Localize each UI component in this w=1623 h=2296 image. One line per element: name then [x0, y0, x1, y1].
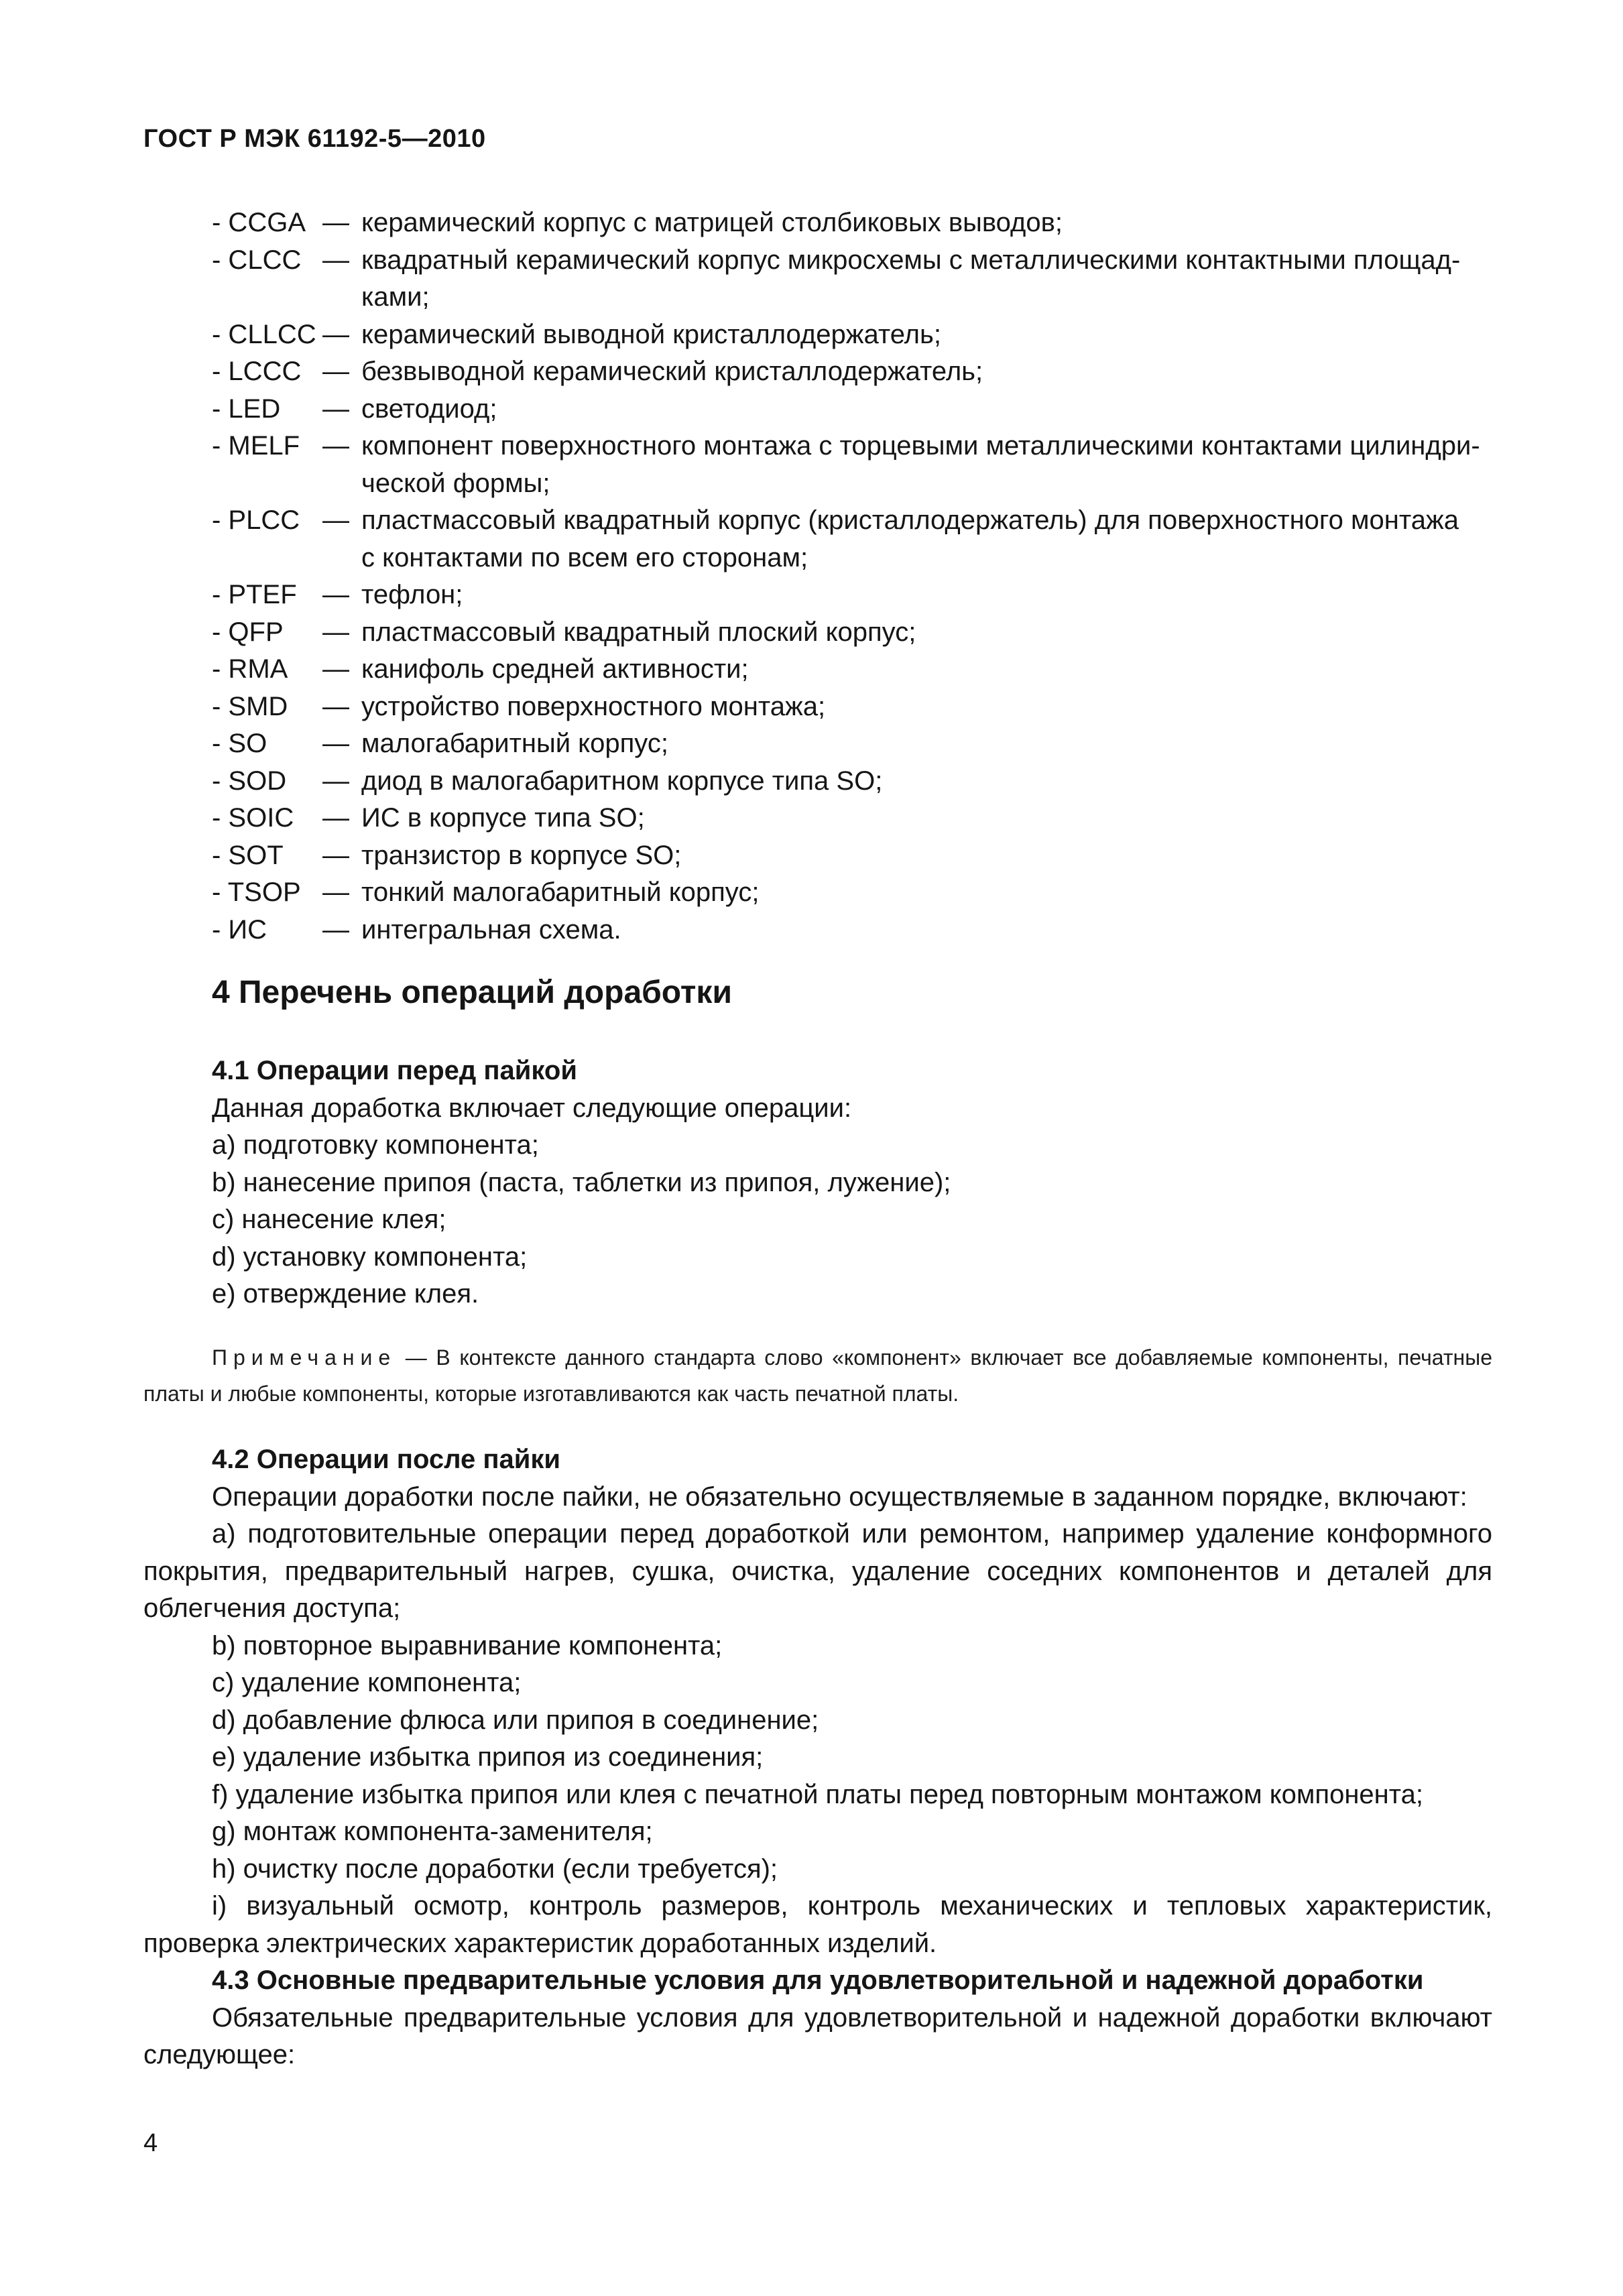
abbreviation-code: - QFP	[212, 617, 284, 647]
note-label: Примечание	[212, 1345, 397, 1370]
section-4-3-intro: Обязательные предварительные условия для удовлетворительной и надежной доработки включают следующее:	[143, 2002, 1492, 2069]
abbreviation-dash: —	[322, 245, 349, 275]
abbreviation-row	[212, 800, 1492, 837]
abbreviation-definition-continuation: ками;	[361, 282, 430, 312]
abbreviation-row	[212, 912, 1492, 949]
abbreviation-definition	[361, 353, 1492, 391]
abbreviation-definition	[361, 763, 1492, 800]
abbreviation-definition	[361, 651, 1492, 688]
abbreviation-dash: —	[322, 729, 349, 758]
abbreviation-row	[212, 391, 1492, 428]
abbreviation-code: - CCGA	[212, 208, 306, 237]
abbreviation-dash: —	[322, 394, 349, 424]
abbreviation-definition-line: устройство поверхностного монтажа;	[361, 691, 826, 721]
list-item: e) удаление избытка припоя из соединения;	[212, 1742, 764, 1772]
list-item: g) монтаж компонента-заменителя;	[212, 1817, 653, 1846]
abbreviation-code: - SO	[212, 729, 267, 758]
abbreviation-row	[212, 316, 1492, 354]
list-item: e) отверждение клея.	[212, 1279, 479, 1309]
section-4-1-title: 4.1 Операции перед пайкой	[212, 1056, 577, 1085]
abbreviation-definition-line: тефлон;	[361, 580, 463, 609]
abbreviation-dash: —	[322, 208, 349, 237]
abbreviation-definition	[361, 688, 1492, 726]
abbreviation-dash: —	[322, 766, 349, 796]
abbreviation-definition	[361, 912, 1492, 949]
abbreviation-row	[212, 763, 1492, 800]
list-item: i) визуальный осмотр, контроль размеров, контроль механических и тепловых характеристик, проверка электрических характеристик доработанных изделий.	[143, 1891, 1492, 1958]
abbreviation-definition-line: пластмассовый квадратный корпус (кристаллодержатель) для поверхностного монтажа	[361, 505, 1459, 535]
abbreviation-row	[212, 353, 1492, 391]
abbreviation-definition	[361, 837, 1492, 875]
page-number: 4	[143, 2129, 158, 2157]
abbreviation-row	[212, 725, 1492, 763]
section-4-1	[143, 1052, 1492, 1313]
section-4-2	[143, 1441, 1492, 2074]
abbreviation-dash: —	[322, 803, 349, 833]
abbreviation-code: - PLCC	[212, 505, 300, 535]
abbreviation-list	[212, 204, 1492, 949]
abbreviation-code: - SOT	[212, 840, 284, 870]
abbreviation-code: - CLLCC	[212, 319, 316, 349]
abbreviation-definition-line: тонкий малогабаритный корпус;	[361, 878, 760, 907]
abbreviation-definition	[361, 725, 1492, 763]
abbreviation-row	[212, 651, 1492, 688]
abbreviation-code: - CLCC	[212, 245, 302, 275]
abbreviation-dash: —	[322, 580, 349, 609]
abbreviation-row	[212, 577, 1492, 614]
list-item: h) очистку после доработки (если требуется);	[212, 1854, 778, 1884]
abbreviation-dash: —	[322, 357, 349, 386]
list-item: f) удаление избытка припоя или клея с печатной платы перед повторным монтажом компонента;	[212, 1779, 1423, 1809]
abbreviation-definition-line: керамический корпус с матрицей столбиковых выводов;	[361, 208, 1063, 237]
abbreviation-code: - MELF	[212, 431, 300, 461]
list-item: c) нанесение клея;	[212, 1205, 446, 1234]
abbreviation-code: - RMA	[212, 654, 288, 684]
abbreviation-definition	[361, 800, 1492, 837]
list-item: a) подготовку компонента;	[212, 1130, 539, 1160]
abbreviation-definition	[361, 874, 1492, 912]
abbreviation-dash: —	[322, 617, 349, 647]
list-item: c) удаление компонента;	[212, 1668, 522, 1697]
list-item: d) установку компонента;	[212, 1242, 528, 1272]
abbreviation-code: - SMD	[212, 691, 288, 721]
abbreviation-definition	[361, 502, 1492, 577]
abbreviation-definition-line: малогабаритный корпус;	[361, 729, 668, 758]
list-item: b) повторное выравнивание компонента;	[212, 1630, 723, 1660]
abbreviation-code: - SOD	[212, 766, 287, 796]
abbreviation-definition-line: канифоль средней активности;	[361, 654, 749, 684]
section-4-3-title: 4.3 Основные предварительные условия для удовлетворительной и надежной доработки	[212, 1966, 1424, 1995]
abbreviation-definition-line: транзистор в корпусе SO;	[361, 840, 682, 870]
abbreviation-definition-line: светодиод;	[361, 394, 497, 424]
abbreviation-row	[212, 502, 1492, 577]
abbreviation-definition	[361, 316, 1492, 354]
abbreviation-code: - PTEF	[212, 580, 297, 609]
abbreviation-row	[212, 837, 1492, 875]
abbreviation-row	[212, 688, 1492, 726]
section-4-2-intro: Операции доработки после пайки, не обязательно осуществляемые в заданном порядке, включают:	[212, 1482, 1467, 1512]
abbreviation-dash: —	[322, 691, 349, 721]
abbreviation-definition-continuation: с контактами по всем его сторонам;	[361, 542, 808, 572]
abbreviation-definition-line: диод в малогабаритном корпусе типа SO;	[361, 766, 883, 796]
abbreviation-definition	[361, 204, 1492, 242]
list-item: a) подготовительные операции перед доработкой или ремонтом, например удаление конформного покрытия, предварительный нагрев, сушка, очистка, удаление соседних компонентов и деталей для облегчения доступа;	[143, 1519, 1492, 1623]
abbreviation-dash: —	[322, 431, 349, 461]
abbreviation-definition-line: интегральная схема.	[361, 914, 621, 945]
abbreviation-dash: —	[322, 914, 349, 945]
abbreviation-definition-line: пластмассовый квадратный плоский корпус;	[361, 617, 916, 647]
abbreviation-definition	[361, 428, 1492, 502]
abbreviation-definition-line: компонент поверхностного монтажа с торцевыми металлическими контактами цилиндри-	[361, 431, 1480, 461]
section-4-title: 4 Перечень операций доработки	[212, 975, 732, 1010]
abbreviation-dash: —	[322, 319, 349, 349]
abbreviation-code: - LED	[212, 394, 281, 424]
abbreviation-definition-line: квадратный керамический корпус микросхемы с металлическими контактными площад-	[361, 245, 1461, 275]
abbreviation-definition-continuation: ческой формы;	[361, 468, 550, 498]
note-text: — В контексте данного стандарта слово «компонент» включает все добавляемые компоненты, печатные платы и любые компоненты, которые изготавливаются как часть печатной платы.	[143, 1345, 1492, 1406]
abbreviation-definition-line: безвыводной керамический кристаллодержатель;	[361, 357, 983, 386]
section-4-2-title: 4.2 Операции после пайки	[212, 1445, 560, 1474]
abbreviation-dash: —	[322, 878, 349, 907]
abbreviation-row	[212, 874, 1492, 912]
abbreviation-definition	[361, 577, 1492, 614]
list-item: b) нанесение припоя (паста, таблетки из припоя, лужение);	[212, 1167, 951, 1197]
abbreviation-code: - ИС	[212, 914, 267, 945]
abbreviation-dash: —	[322, 505, 349, 535]
note	[143, 1339, 1492, 1412]
abbreviation-definition	[361, 614, 1492, 652]
abbreviation-definition	[361, 242, 1492, 316]
abbreviation-code: - TSOP	[212, 878, 301, 907]
abbreviation-definition-line: ИС в корпусе типа SO;	[361, 803, 645, 833]
list-item: d) добавление флюса или припоя в соединение;	[212, 1705, 819, 1735]
standard-header: ГОСТ Р МЭК 61192-5—2010	[143, 125, 486, 153]
abbreviation-row	[212, 428, 1492, 502]
abbreviation-definition	[361, 391, 1492, 428]
abbreviation-row	[212, 204, 1492, 242]
abbreviation-dash: —	[322, 840, 349, 870]
abbreviation-definition-line: керамический выводной кристаллодержатель;	[361, 319, 941, 349]
abbreviation-code: - SOIC	[212, 803, 294, 833]
abbreviation-row	[212, 614, 1492, 652]
abbreviation-row	[212, 242, 1492, 316]
abbreviation-code: - LCCC	[212, 357, 302, 386]
abbreviation-dash: —	[322, 654, 349, 684]
section-4-1-intro: Данная доработка включает следующие операции:	[212, 1093, 852, 1123]
